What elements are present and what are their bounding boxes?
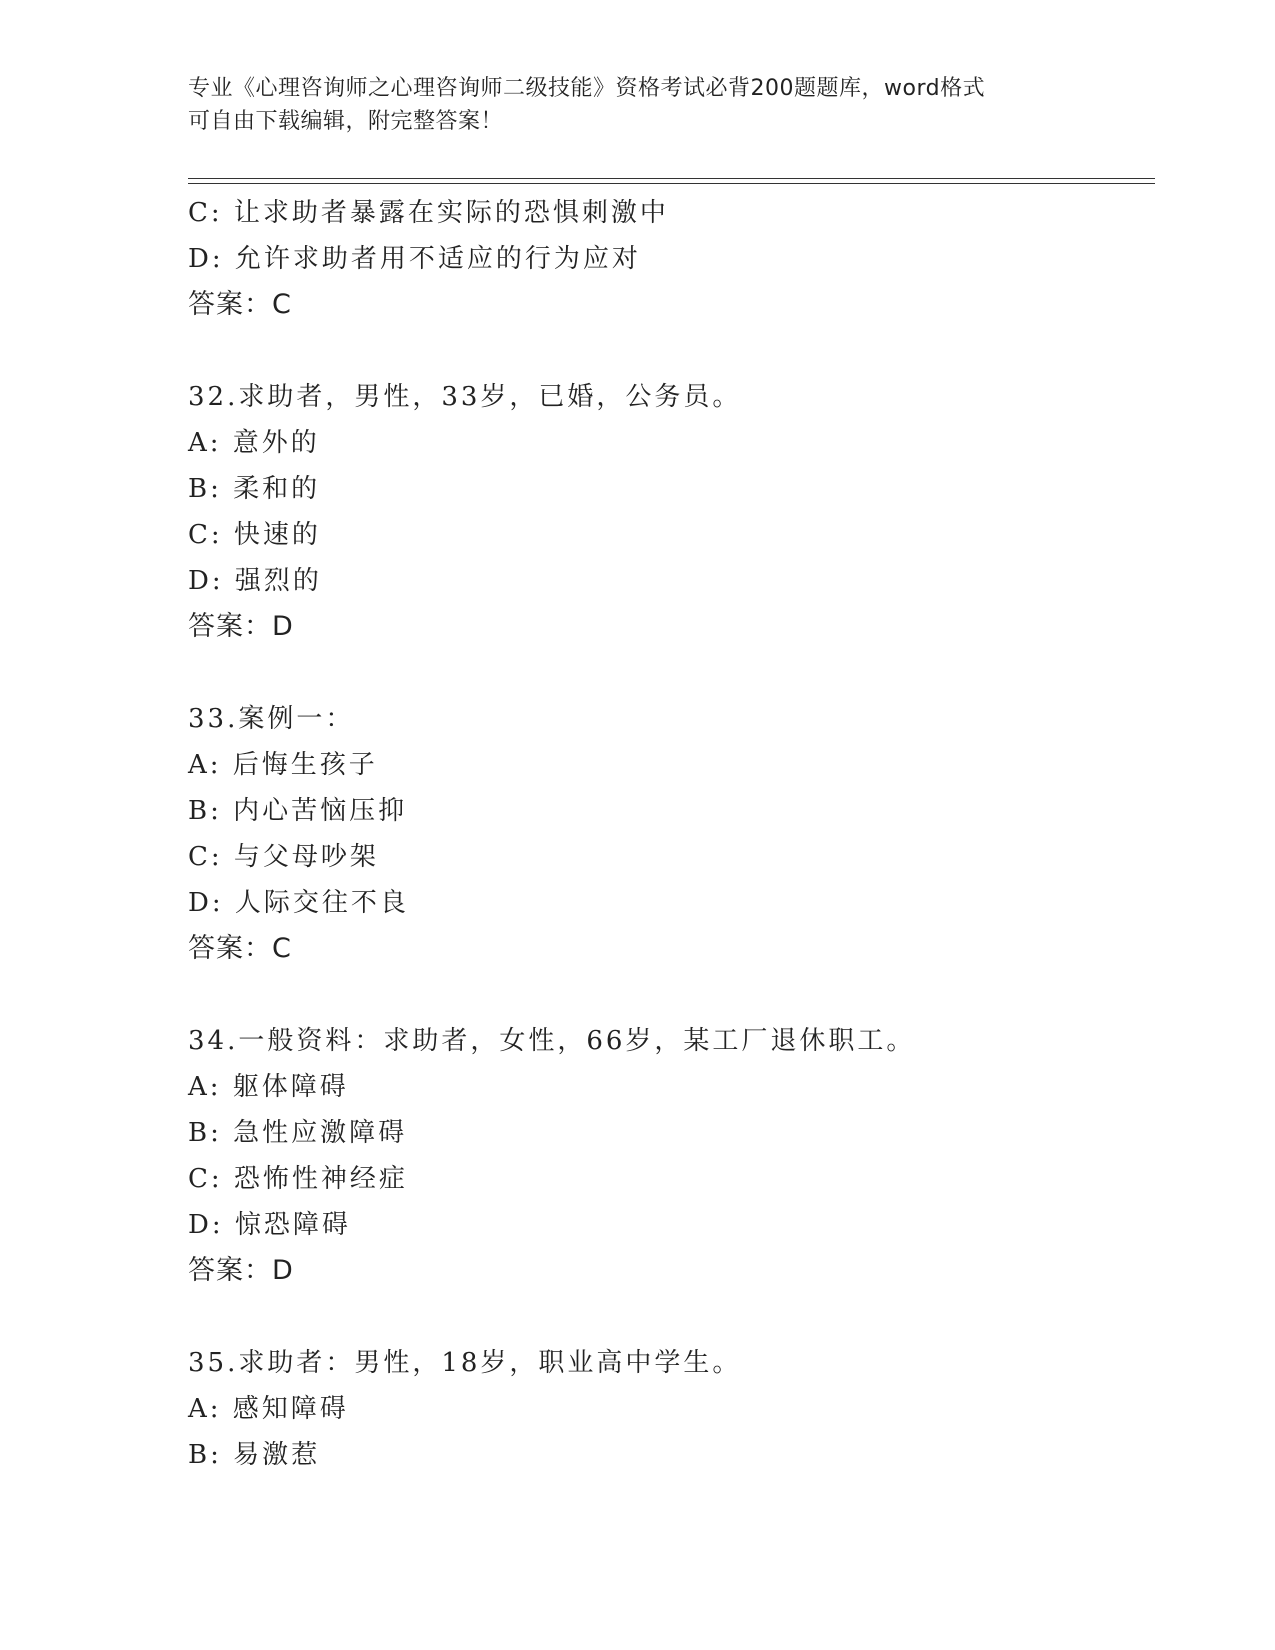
- option-a: A: 感知障碍: [188, 1394, 349, 1424]
- question-stem: 34.一般资料：求助者，女性，66岁，某工厂退休职工。: [188, 1026, 916, 1056]
- option-b: B: 柔和的: [188, 474, 321, 504]
- option-c: C: 与父母吵架: [188, 842, 379, 872]
- option-a: A: 意外的: [188, 428, 320, 458]
- header-divider: [188, 178, 1155, 184]
- option-c: C: 快速的: [188, 520, 321, 550]
- option-b: B: 易激惹: [188, 1440, 321, 1470]
- header-line-1: 专业《心理咨询师之心理咨询师二级技能》资格考试必背200题题库，word格式: [188, 76, 986, 101]
- option-b: B: 急性应激障碍: [188, 1118, 408, 1148]
- question-list: [188, 190, 1148, 1478]
- spacer: [188, 650, 1148, 696]
- answer-line: 答案：C: [188, 289, 292, 320]
- option-a: A: 后悔生孩子: [188, 750, 378, 780]
- document-header: [188, 72, 1088, 138]
- question-stem: 33.案例一：: [188, 704, 355, 734]
- answer-line: 答案：D: [188, 611, 294, 642]
- option-d: D: 允许求助者用不适应的行为应对: [188, 244, 641, 274]
- answer-line: 答案：D: [188, 1255, 294, 1286]
- option-d: D: 惊恐障碍: [188, 1210, 351, 1240]
- option-c: C: 让求助者暴露在实际的恐惧刺激中: [188, 198, 669, 228]
- option-b: B: 内心苦恼压抑: [188, 796, 408, 826]
- spacer: [188, 1294, 1148, 1340]
- question-stem: 32.求助者，男性，33岁，已婚，公务员。: [188, 382, 742, 412]
- spacer: [188, 328, 1148, 374]
- option-c: C: 恐怖性神经症: [188, 1164, 408, 1194]
- spacer: [188, 972, 1148, 1018]
- header-line-2: 可自由下载编辑，附完整答案！: [188, 109, 504, 134]
- option-d: D: 人际交往不良: [188, 888, 409, 918]
- question-stem: 35.求助者：男性，18岁，职业高中学生。: [188, 1348, 742, 1378]
- option-d: D: 强烈的: [188, 566, 322, 596]
- answer-line: 答案：C: [188, 933, 292, 964]
- option-a: A: 躯体障碍: [188, 1072, 349, 1102]
